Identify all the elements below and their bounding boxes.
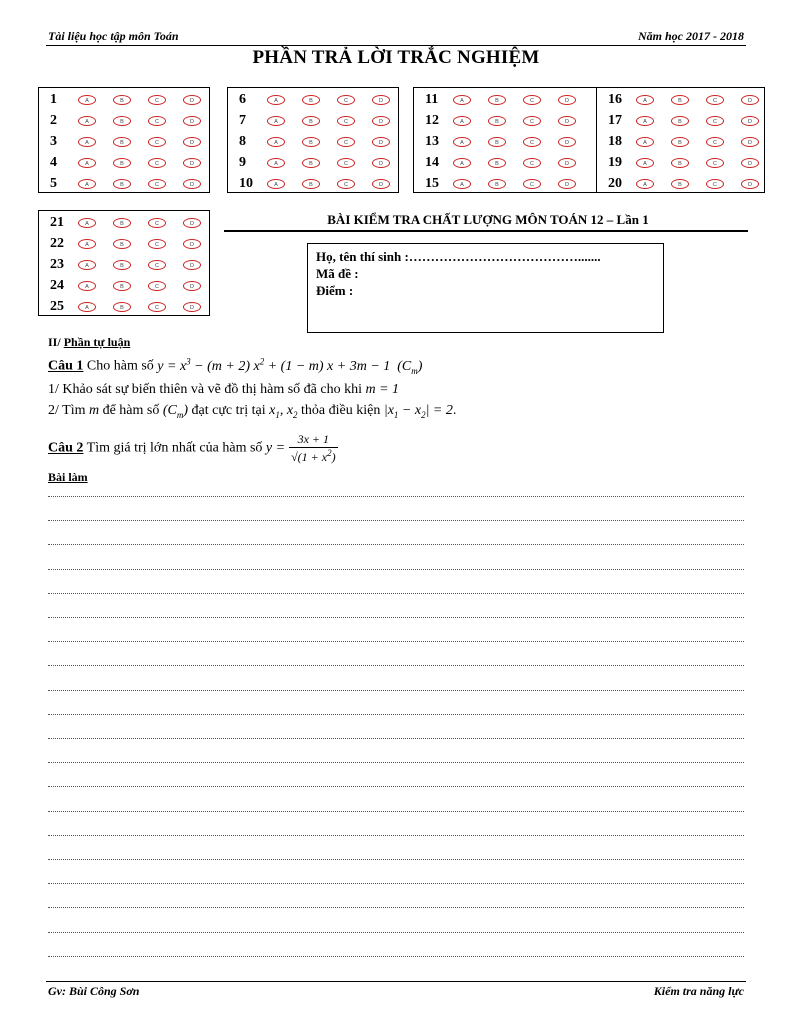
question-1-part-2 bbox=[48, 403, 456, 420]
answer-bubble-b[interactable]: B bbox=[488, 158, 506, 168]
writing-line[interactable] bbox=[48, 714, 744, 715]
answer-bubble-b[interactable]: B bbox=[302, 95, 320, 105]
answer-bubbles bbox=[453, 116, 576, 126]
answer-bubbles bbox=[453, 158, 576, 168]
exam-title-underline bbox=[224, 230, 748, 232]
answer-row bbox=[229, 110, 390, 131]
answer-bubble-d[interactable]: D bbox=[183, 281, 201, 291]
answer-row bbox=[598, 131, 759, 152]
answer-bubble-d[interactable]: D bbox=[183, 158, 201, 168]
student-info-box bbox=[307, 243, 664, 333]
answer-bubble-d[interactable]: D bbox=[558, 95, 576, 105]
answer-row bbox=[40, 296, 201, 317]
answer-bubble-c[interactable]: C bbox=[523, 158, 541, 168]
question-number: 15 bbox=[425, 175, 439, 191]
answer-bubble-d[interactable]: D bbox=[183, 179, 201, 189]
answer-bubble-b[interactable]: B bbox=[671, 179, 689, 189]
answer-bubble-b[interactable]: B bbox=[113, 158, 131, 168]
question-1 bbox=[48, 356, 422, 375]
q1-p2-x: $x_1$, $x_2$ bbox=[269, 403, 298, 420]
answer-bubble-a[interactable]: A bbox=[78, 218, 96, 228]
answer-row bbox=[598, 110, 759, 131]
answer-bubble-a[interactable]: A bbox=[78, 302, 96, 312]
answer-row bbox=[40, 254, 201, 275]
answer-bubbles bbox=[78, 137, 201, 147]
exam-code-field[interactable]: Mã đề : bbox=[316, 266, 359, 281]
answer-bubble-c[interactable]: C bbox=[148, 95, 166, 105]
question-number: 10 bbox=[239, 175, 253, 191]
question-number: 25 bbox=[50, 298, 64, 314]
answer-bubble-d[interactable]: D bbox=[372, 158, 390, 168]
question-number: 20 bbox=[608, 175, 622, 191]
answer-row bbox=[229, 131, 390, 152]
writing-line[interactable] bbox=[48, 641, 744, 642]
question-1-part-1-text: 1/ Khảo sát sự biến thiên và vẽ đồ thị hàm số đã cho khi bbox=[48, 382, 366, 397]
q1-p2-c: đạt cực trị tại bbox=[188, 403, 270, 418]
answer-row bbox=[415, 131, 576, 152]
q1-p2-condition: $|x_1 - x_2| = 2$ bbox=[383, 403, 453, 420]
q1-p2-cm: $(C_m)$ bbox=[162, 403, 189, 420]
question-number: 12 bbox=[425, 112, 439, 128]
answer-row bbox=[415, 89, 576, 110]
writing-line[interactable] bbox=[48, 762, 744, 763]
answer-bubble-d[interactable]: D bbox=[741, 95, 759, 105]
question-2-function: y = bbox=[265, 440, 286, 456]
answer-bubble-b[interactable]: B bbox=[302, 179, 320, 189]
question-1-part-1-condition: m = 1 bbox=[365, 382, 400, 397]
answer-bubble-d[interactable]: D bbox=[183, 137, 201, 147]
answer-bubble-c[interactable]: C bbox=[523, 137, 541, 147]
answer-bubble-b[interactable]: B bbox=[302, 137, 320, 147]
answer-bubble-c[interactable]: C bbox=[148, 218, 166, 228]
question-number: 13 bbox=[425, 133, 439, 149]
work-label: Bài làm bbox=[48, 470, 88, 484]
answer-bubbles bbox=[636, 179, 759, 189]
question-number: 11 bbox=[425, 91, 439, 107]
answer-bubble-a[interactable]: A bbox=[267, 116, 285, 126]
answer-bubble-c[interactable]: C bbox=[148, 302, 166, 312]
answer-bubbles bbox=[78, 179, 201, 189]
answer-bubble-d[interactable]: D bbox=[741, 158, 759, 168]
footer-label: Kiểm tra năng lực bbox=[653, 984, 744, 998]
answer-bubble-c[interactable]: C bbox=[148, 116, 166, 126]
answer-bubble-a[interactable]: A bbox=[453, 137, 471, 147]
answer-bubble-a[interactable]: A bbox=[78, 239, 96, 249]
answer-bubble-c[interactable]: C bbox=[523, 116, 541, 126]
answer-bubble-b[interactable]: B bbox=[113, 281, 131, 291]
answer-bubble-d[interactable]: D bbox=[183, 239, 201, 249]
answer-sheet-title: PHẦN TRẢ LỜI TRẮC NGHIỆM bbox=[252, 47, 540, 68]
answer-bubble-a[interactable]: A bbox=[78, 260, 96, 270]
answer-bubble-c[interactable]: C bbox=[337, 158, 355, 168]
answer-bubble-d[interactable]: D bbox=[183, 218, 201, 228]
answer-bubble-b[interactable]: B bbox=[113, 137, 131, 147]
question-1-part-1 bbox=[48, 382, 399, 398]
answer-bubble-a[interactable]: A bbox=[267, 137, 285, 147]
answer-bubble-a[interactable]: A bbox=[636, 158, 654, 168]
question-2-text: Tìm giá trị lớn nhất của hàm số bbox=[83, 440, 266, 456]
answer-bubble-c[interactable]: C bbox=[148, 158, 166, 168]
writing-line[interactable] bbox=[48, 883, 744, 884]
answer-bubble-c[interactable]: C bbox=[706, 137, 724, 147]
answer-bubble-a[interactable]: A bbox=[453, 179, 471, 189]
question-2-fraction: $\frac{3x + 1}{√(1 + x^2)}$ bbox=[291, 432, 336, 464]
answer-bubble-b[interactable]: B bbox=[671, 95, 689, 105]
question-number: 9 bbox=[239, 154, 246, 170]
question-2-label: Câu 2 bbox=[48, 440, 84, 456]
answer-bubble-b[interactable]: B bbox=[113, 95, 131, 105]
answer-row bbox=[40, 131, 201, 152]
answer-bubble-a[interactable]: A bbox=[78, 281, 96, 291]
answer-bubbles bbox=[267, 179, 390, 189]
answer-row bbox=[40, 173, 201, 194]
question-number: 6 bbox=[239, 91, 246, 107]
answer-bubble-c[interactable]: C bbox=[148, 179, 166, 189]
question-number: 4 bbox=[50, 154, 57, 170]
answer-bubble-d[interactable]: D bbox=[558, 158, 576, 168]
answer-bubble-c[interactable]: C bbox=[706, 179, 724, 189]
answer-bubbles bbox=[78, 239, 201, 249]
answer-bubble-c[interactable]: C bbox=[706, 116, 724, 126]
answer-bubbles bbox=[453, 179, 576, 189]
answer-grid-separator bbox=[596, 87, 597, 193]
writing-line[interactable] bbox=[48, 738, 744, 739]
answer-bubble-b[interactable]: B bbox=[302, 116, 320, 126]
writing-line[interactable] bbox=[48, 593, 744, 594]
answer-bubble-d[interactable]: D bbox=[741, 179, 759, 189]
question-number: 16 bbox=[608, 91, 622, 107]
answer-bubbles bbox=[78, 95, 201, 105]
question-1-function: $y = x^3 - (m + 2) x^2 + (1 - m) x + 3m - 1$ $(C_m)$ bbox=[157, 356, 423, 376]
answer-bubble-d[interactable]: D bbox=[183, 95, 201, 105]
answer-row bbox=[598, 173, 759, 194]
writing-line[interactable] bbox=[48, 617, 744, 618]
answer-row bbox=[40, 152, 201, 173]
question-1-text: Cho hàm số bbox=[83, 358, 158, 374]
answer-bubble-b[interactable]: B bbox=[113, 179, 131, 189]
answer-bubbles bbox=[78, 281, 201, 291]
answer-bubble-a[interactable]: A bbox=[78, 95, 96, 105]
writing-line[interactable] bbox=[48, 907, 744, 908]
answer-bubble-a[interactable]: A bbox=[636, 95, 654, 105]
answer-bubble-a[interactable]: A bbox=[78, 179, 96, 189]
answer-bubble-c[interactable]: C bbox=[337, 116, 355, 126]
answer-bubble-a[interactable]: A bbox=[636, 137, 654, 147]
answer-bubbles bbox=[636, 116, 759, 126]
answer-bubble-d[interactable]: D bbox=[741, 116, 759, 126]
answer-bubble-a[interactable]: A bbox=[78, 137, 96, 147]
answer-row bbox=[598, 89, 759, 110]
q1-p2-m: m bbox=[88, 403, 100, 418]
answer-bubble-b[interactable]: B bbox=[113, 260, 131, 270]
answer-bubble-a[interactable]: A bbox=[267, 179, 285, 189]
question-number: 21 bbox=[50, 214, 64, 230]
header-subject: Tài liệu học tập môn Toán bbox=[48, 29, 179, 43]
answer-bubble-a[interactable]: A bbox=[636, 116, 654, 126]
answer-bubbles bbox=[636, 95, 759, 105]
answer-bubble-a[interactable]: A bbox=[453, 116, 471, 126]
question-number: 22 bbox=[50, 235, 64, 251]
answer-row bbox=[40, 233, 201, 254]
answer-bubble-c[interactable]: C bbox=[148, 239, 166, 249]
answer-bubble-d[interactable]: D bbox=[741, 137, 759, 147]
student-name-field[interactable]: Họ, tên thí sinh :…………………………………....... bbox=[316, 249, 601, 264]
answer-bubble-d[interactable]: D bbox=[183, 302, 201, 312]
part-label-text: Phần tự luận bbox=[63, 335, 131, 349]
answer-row bbox=[415, 173, 576, 194]
answer-bubble-b[interactable]: B bbox=[113, 116, 131, 126]
answer-bubble-c[interactable]: C bbox=[337, 179, 355, 189]
answer-bubbles bbox=[78, 116, 201, 126]
answer-bubble-b[interactable]: B bbox=[113, 239, 131, 249]
question-number: 7 bbox=[239, 112, 246, 128]
answer-bubbles bbox=[267, 137, 390, 147]
answer-bubble-b[interactable]: B bbox=[671, 137, 689, 147]
q1-p2-d: thỏa điều kiện bbox=[297, 403, 384, 418]
answer-bubble-b[interactable]: B bbox=[113, 302, 131, 312]
part-prefix: II/ bbox=[48, 335, 64, 349]
answer-bubble-b[interactable]: B bbox=[488, 116, 506, 126]
answer-bubble-b[interactable]: B bbox=[488, 137, 506, 147]
answer-bubble-d[interactable]: D bbox=[372, 116, 390, 126]
writing-line[interactable] bbox=[48, 811, 744, 812]
answer-bubble-b[interactable]: B bbox=[113, 218, 131, 228]
answer-bubble-c[interactable]: C bbox=[148, 260, 166, 270]
answer-row bbox=[598, 152, 759, 173]
question-number: 18 bbox=[608, 133, 622, 149]
score-field[interactable]: Điểm : bbox=[316, 283, 354, 298]
question-number: 23 bbox=[50, 256, 64, 272]
writing-line[interactable] bbox=[48, 859, 744, 860]
answer-row bbox=[415, 152, 576, 173]
answer-bubbles bbox=[636, 137, 759, 147]
writing-line[interactable] bbox=[48, 569, 744, 570]
footer-divider bbox=[46, 981, 746, 982]
answer-bubble-c[interactable]: C bbox=[148, 137, 166, 147]
question-number: 1 bbox=[50, 91, 57, 107]
essay-part-label bbox=[48, 335, 130, 350]
writing-line[interactable] bbox=[48, 956, 744, 957]
answer-row bbox=[40, 89, 201, 110]
header-divider bbox=[46, 45, 746, 46]
answer-bubbles bbox=[267, 95, 390, 105]
answer-bubbles bbox=[267, 116, 390, 126]
answer-bubble-a[interactable]: A bbox=[453, 95, 471, 105]
answer-row bbox=[40, 110, 201, 131]
answer-row bbox=[229, 89, 390, 110]
answer-bubble-d[interactable]: D bbox=[372, 179, 390, 189]
q1-p2-a: 2/ Tìm bbox=[48, 403, 89, 418]
answer-bubble-a[interactable]: A bbox=[78, 158, 96, 168]
answer-bubble-a[interactable]: A bbox=[453, 158, 471, 168]
answer-bubbles bbox=[78, 260, 201, 270]
answer-bubble-d[interactable]: D bbox=[558, 179, 576, 189]
answer-row bbox=[415, 110, 576, 131]
answer-bubble-b[interactable]: B bbox=[671, 158, 689, 168]
answer-bubble-d[interactable]: D bbox=[372, 95, 390, 105]
question-number: 3 bbox=[50, 133, 57, 149]
answer-bubble-a[interactable]: A bbox=[267, 95, 285, 105]
answer-bubbles bbox=[636, 158, 759, 168]
answer-bubbles bbox=[453, 137, 576, 147]
question-number: 17 bbox=[608, 112, 622, 128]
answer-bubble-a[interactable]: A bbox=[78, 116, 96, 126]
answer-bubble-d[interactable]: D bbox=[183, 260, 201, 270]
question-number: 5 bbox=[50, 175, 57, 191]
writing-line[interactable] bbox=[48, 496, 744, 497]
question-2 bbox=[48, 432, 338, 465]
answer-bubble-d[interactable]: D bbox=[372, 137, 390, 147]
answer-bubble-c[interactable]: C bbox=[706, 158, 724, 168]
answer-bubbles bbox=[78, 302, 201, 312]
question-number: 24 bbox=[50, 277, 64, 293]
answer-bubble-c[interactable]: C bbox=[523, 179, 541, 189]
exam-title: BÀI KIỂM TRA CHẤT LƯỢNG MÔN TOÁN 12 – Lần 1 bbox=[327, 212, 649, 227]
answer-bubble-c[interactable]: C bbox=[337, 137, 355, 147]
writing-line[interactable] bbox=[48, 835, 744, 836]
q1-p2-period: . bbox=[452, 403, 457, 418]
question-number: 8 bbox=[239, 133, 246, 149]
writing-line[interactable] bbox=[48, 665, 744, 666]
question-1-label: Câu 1 bbox=[48, 358, 84, 374]
writing-line[interactable] bbox=[48, 520, 744, 521]
footer-teacher: Gv: Bùi Công Sơn bbox=[48, 984, 140, 998]
question-number: 2 bbox=[50, 112, 57, 128]
writing-line[interactable] bbox=[48, 544, 744, 545]
answer-bubble-d[interactable]: D bbox=[558, 137, 576, 147]
answer-bubble-a[interactable]: A bbox=[636, 179, 654, 189]
answer-row bbox=[229, 152, 390, 173]
answer-bubble-d[interactable]: D bbox=[183, 116, 201, 126]
answer-bubble-c[interactable]: C bbox=[148, 281, 166, 291]
answer-bubble-a[interactable]: A bbox=[267, 158, 285, 168]
answer-bubble-c[interactable]: C bbox=[706, 95, 724, 105]
answer-bubbles bbox=[78, 218, 201, 228]
answer-bubbles bbox=[267, 158, 390, 168]
writing-line[interactable] bbox=[48, 932, 744, 933]
answer-bubble-d[interactable]: D bbox=[558, 116, 576, 126]
answer-bubbles bbox=[78, 158, 201, 168]
question-number: 14 bbox=[425, 154, 439, 170]
question-number: 19 bbox=[608, 154, 622, 170]
answer-bubble-b[interactable]: B bbox=[671, 116, 689, 126]
header-school-year: Năm học 2017 - 2018 bbox=[638, 29, 744, 43]
writing-line[interactable] bbox=[48, 786, 744, 787]
answer-bubbles bbox=[453, 95, 576, 105]
writing-line[interactable] bbox=[48, 690, 744, 691]
answer-row bbox=[40, 275, 201, 296]
answer-bubble-b[interactable]: B bbox=[488, 179, 506, 189]
answer-bubble-c[interactable]: C bbox=[337, 95, 355, 105]
answer-bubble-b[interactable]: B bbox=[302, 158, 320, 168]
answer-row bbox=[229, 173, 390, 194]
answer-bubble-c[interactable]: C bbox=[523, 95, 541, 105]
answer-row bbox=[40, 212, 201, 233]
q1-p2-b: để hàm số bbox=[99, 403, 163, 418]
answer-bubble-b[interactable]: B bbox=[488, 95, 506, 105]
